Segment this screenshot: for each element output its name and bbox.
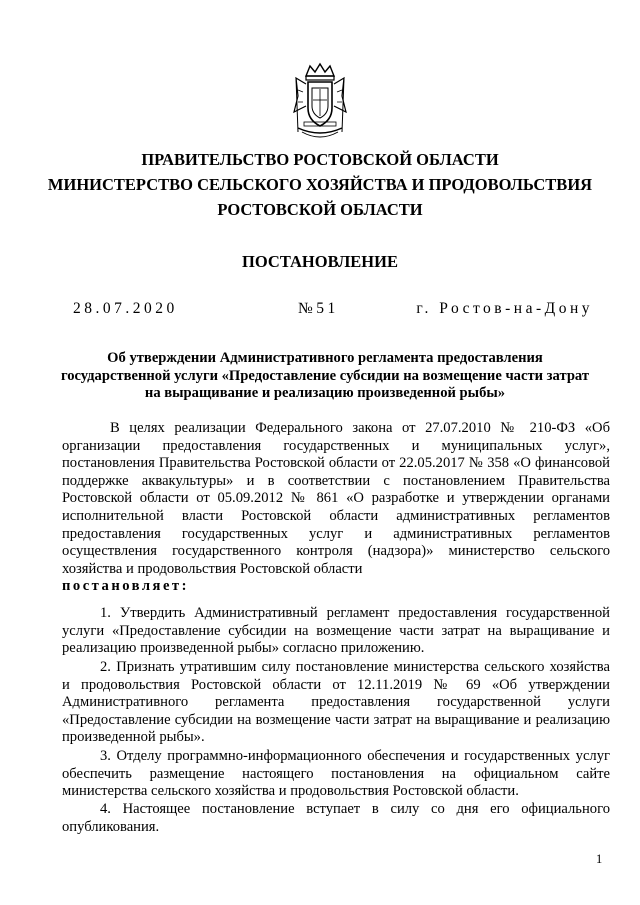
- coat-of-arms-icon: [290, 62, 350, 142]
- document-title: Об утверждении Административного регламента предоставления государственной услуги «Предоставление субсидии на возмещение части затрат на выращивание и реализацию произведенной рыбы»: [60, 350, 590, 401]
- preamble-paragraph: [62, 420, 610, 596]
- preamble-text: В целях реализации Федерального закона от 27.07.2010 № 210-ФЗ «Об организации предоставления государственных и муниципальных услуг», постановления Правительства Ростовской области от 22.05.2017 № 358 «О финансовой поддержке аквакультуры» и в соответствии с постановлением Правительства Ростовской области от 05.09.2012 № 861 «О разработке и утверждении органами исполнительной власти Ростовской области административных регламентов предоставления государственных услуг и административных регламентов осуществления государственного контроля (надзора)» министерство сельского хозяйства и продовольствия Ростовской области: [62, 420, 610, 577]
- resolution-item-4: 4. Настоящее постановление вступает в силу со дня его официального опубликования.: [62, 801, 610, 835]
- resolution-item-3: 3. Отделу программно-информационного обеспечения и государственных услуг обеспечить размещение настоящего постановления на официальном сайте министерства сельского хозяйства и продовольствия Ростовской области.: [62, 748, 610, 800]
- document-date: 28.07.2020: [73, 300, 178, 317]
- dateline: [73, 300, 593, 322]
- government-name: ПРАВИТЕЛЬСТВО РОСТОВСКОЙ ОБЛАСТИ: [141, 150, 499, 169]
- resolves-word: постановляет:: [62, 578, 189, 595]
- resolution-item-1: 1. Утвердить Административный регламент предоставления государственной услуги «Предоставление субсидии на возмещение части затрат на выращивание и реализацию произведенной рыбы» согласно приложению.: [62, 605, 610, 657]
- document-number: №51: [298, 300, 339, 317]
- resolution-item-2: 2. Признать утратившим силу постановление министерства сельского хозяйства и продовольствия Ростовской области от 12.11.2019 № 69 «Об утверждении Административного регламента предоставления государственной услуги «Предоставление субсидии на возмещение части затрат на выращивание и реализацию произведенной рыбы».: [62, 659, 610, 746]
- document-city: г. Ростов-на-Дону: [416, 300, 593, 317]
- ministry-name: МИНИСТЕРСТВО СЕЛЬСКОГО ХОЗЯЙСТВА И ПРОДОВОЛЬСТВИЯ: [47, 175, 593, 194]
- page-number: 1: [596, 852, 603, 866]
- document-type: ПОСТАНОВЛЕНИЕ: [242, 252, 398, 271]
- region-name: РОСТОВСКОЙ ОБЛАСТИ: [217, 200, 423, 219]
